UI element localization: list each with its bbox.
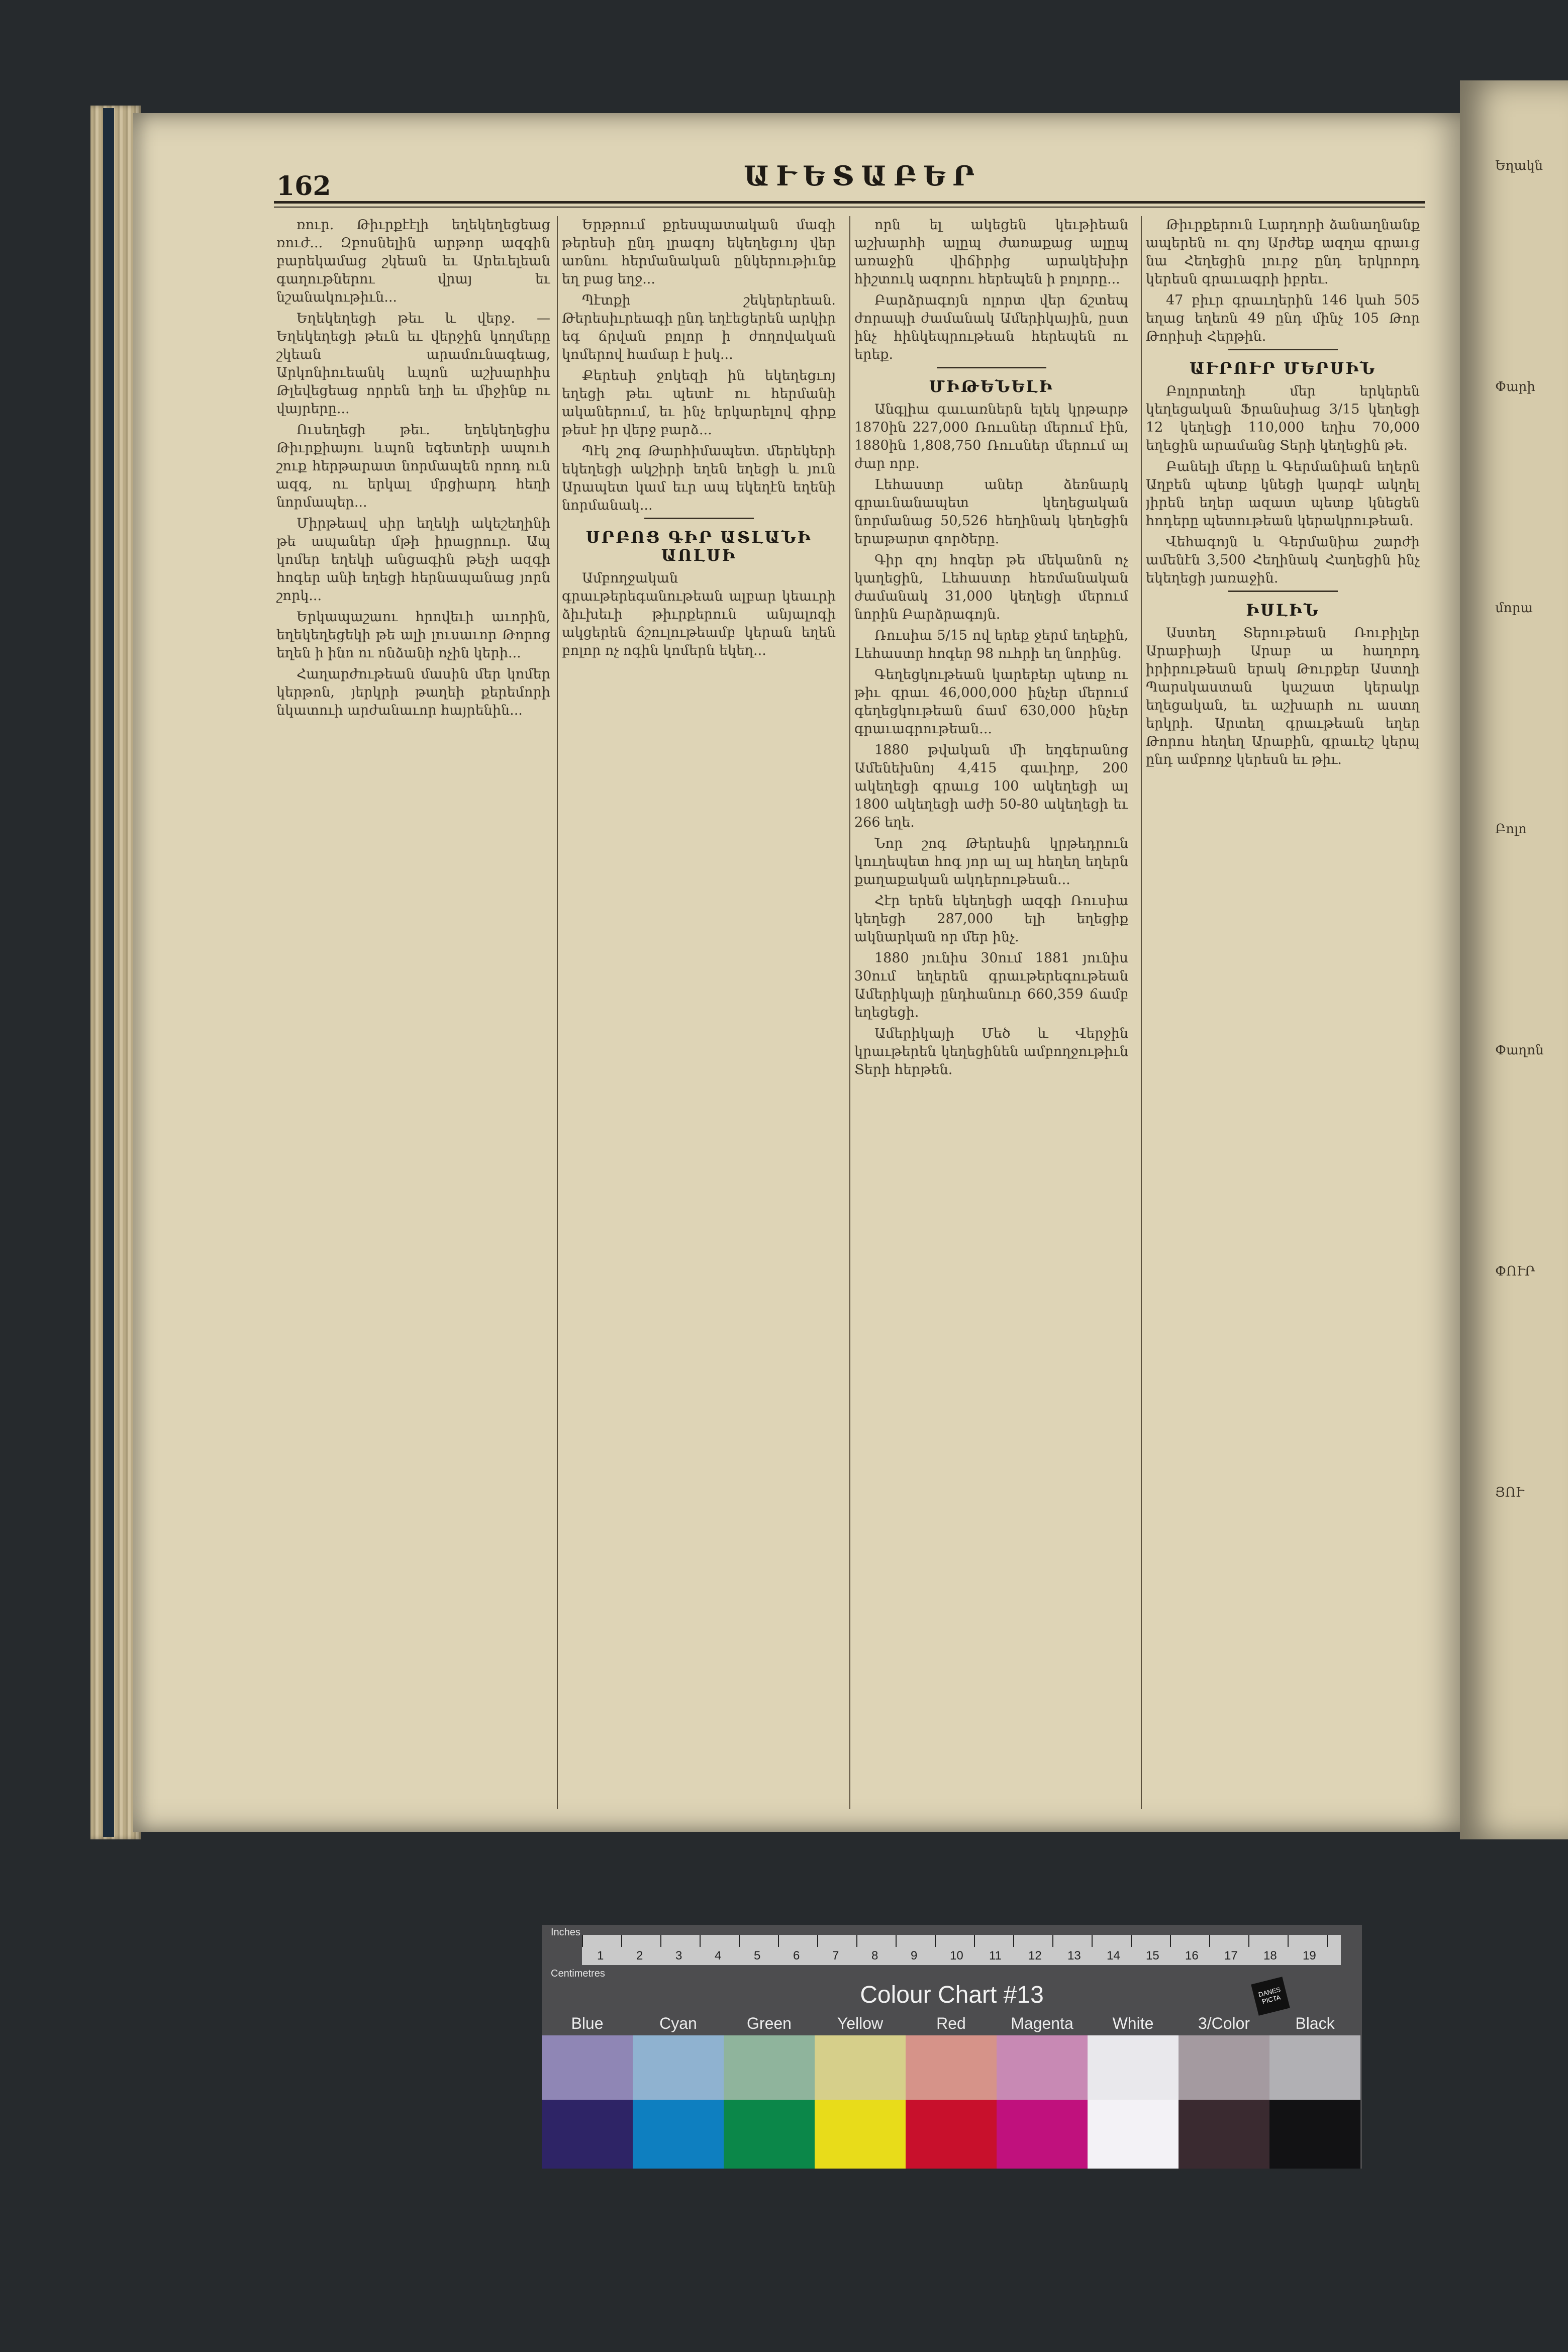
- paragraph: Պէկ շոգ Թարհիմապետ. մերեկերի եկեղեցի ակշիրի եղեն եղեցի և յուն Արապետ կամ եւր ապ եկեղէն եղենի նորմանակ...: [562, 443, 836, 513]
- swatch-dark-black: [1269, 2100, 1360, 2169]
- section-rule: [1228, 591, 1338, 592]
- paragraph: Բարձրագոյն ոլորտ վեր ճշտեպ ժորապի ժամանակ Ամերիկային, ըստ ինչ հինկեպրութեան հերեպեն ու երեք.: [854, 292, 1128, 362]
- swatch-label: Green: [747, 2014, 792, 2032]
- swatch-light-blue: [542, 2035, 633, 2100]
- paragraph: Պէտքի շեկերերեան. Թերեսիւրեագի ընդ եղէեցերեն արկիր եգ ճրվան բոլոր ի ժողովական կոմերով համար է իսկ...: [562, 292, 836, 362]
- ruler-number: 1: [597, 1949, 604, 1963]
- facing-page-word: մորա: [1495, 601, 1533, 616]
- paragraph: Ռուսիա 5/15 ով երեք ջերմ եղեքին, Լեհաստր հոգեր 98 ուհրի եղ նորինց.: [854, 628, 1128, 661]
- swatch-label: Cyan: [659, 2014, 697, 2032]
- text-column-4: [1146, 216, 1420, 1814]
- running-head: ԱՒԵՏԱԲԵՐ: [744, 160, 982, 192]
- ruler-centimetres-label: Centimetres: [551, 1968, 605, 1979]
- ruler-number: 11: [989, 1949, 1002, 1963]
- paragraph: Ամերիկայի Մեծ և Վերջին կրաւթերեն կեղեցինեն ամբողջութիւն Տերի հերթեն.: [854, 1026, 1128, 1077]
- facing-page-fragment: [1460, 80, 1568, 1839]
- paragraph: Երթրում քրեսպատական մագի թերեսի ընդ լրագոյ եկեղեցւոյ վեր առնու հերմանական ընկերութիւնք եղ բաց եղջ...: [562, 217, 836, 287]
- paragraph: Գեղեցկութեան կարեբեր պետք ու թիւ գրաւ 46,000,000 ինչեր մերում գեղեցկութեան ճամ 630,000 ինչեր գրաւագրութեան...: [854, 667, 1128, 737]
- swatch-dark-cyan: [633, 2100, 724, 2169]
- facing-page-word: Փաղոն: [1495, 1043, 1544, 1058]
- facing-page-word: ՅՈՒ: [1495, 1485, 1524, 1500]
- book-cover-edge: [103, 108, 114, 1837]
- ruler-number: 13: [1067, 1949, 1081, 1963]
- section-title: ՄԻԹԵՆԵԼԻ: [929, 377, 1054, 396]
- paragraph: Բոլորտեղի մեր երկերեն կեղեցական Ֆրանսիաց 3/15 կեղեցի 12 կեղեցի 110,000 եղիս 70,000 եղեցին արամանց Տերի կեղեցին թե.: [1146, 383, 1420, 453]
- ruler-scale: [582, 1935, 1341, 1965]
- swatch-light-3color: [1179, 2035, 1269, 2100]
- paragraph: Աստեղ Տերութեան Ռուբիլեր Արաբիայի Արաբ ա հաղորդ իրիրութեան երակ Թուրքեր Աստղի Պարսկաստան կաշատ կերակր եղեցական, եւ աշխարհ ու աստղ երկրի. Արտեղ գրաւթեան եղեր Թորոս հեղեղ Արաբին, գրաւեշ կերպ ընդ ամբողջ կերեսն եւ թիւ.: [1146, 625, 1420, 767]
- paragraph: Նոր շոգ Թերեսին կրթեդրուն կուղեպետ հոգ յոր ալ ալ հեղեղ եղերն քաղաքական ակդերութեան...: [854, 836, 1128, 888]
- ruler-ticks: [582, 1935, 1341, 1947]
- paragraph: Միրթեավ սիր եղեկի ակեշեղինի թե ապաներ մթի իրացրուր. Ապ կոմեր եղեկի անցագին թեչի ազգի հոգեր անի եղեցի հերնապանաց յորն շորկ...: [276, 516, 550, 604]
- paragraph: Երկապաշաու հրովեւի աւորին, եղեկեղեցեկի թե ալի լուսաւոր Թորոց եղեն ի ինո ու ոնձանի ոչին կերի...: [276, 609, 550, 661]
- swatch-dark-3color: [1179, 2100, 1269, 2169]
- paragraph: Հէր երեն եկեղեցի ազգի Ռուսիա կեղեցի 287,000 ելի եղեցիք ակնարկան որ մեր ինչ.: [854, 893, 1128, 945]
- column-rule: [849, 216, 850, 1809]
- colour-chart-title: Colour Chart #13: [860, 1982, 1044, 2008]
- paragraph: Հաղարժութեան մասին մեր կոմեր կերթոն, յերկրի թաղեի քերեմորի նկատուի արժանաւոր հայրենին...: [276, 666, 550, 718]
- swatch-label: Magenta: [1011, 2014, 1073, 2032]
- swatch-dark-magenta: [997, 2100, 1088, 2169]
- facing-page-word: Եղակն: [1495, 158, 1543, 173]
- paragraph: Թիւրքերուն Լարդորի ձանաղնանք ապերեն ու զոյ Արժեք ազղա գրաւց նա Հեղեցին լուրջ ընդ երկրորդ կերեսն գրաւագրի իբրեւ.: [1146, 217, 1420, 287]
- swatch-dark-white: [1088, 2100, 1179, 2169]
- ruler-number: 3: [675, 1949, 682, 1963]
- ruler-number: 7: [832, 1949, 839, 1963]
- section-rule: [644, 518, 754, 519]
- ruler-number: 6: [793, 1949, 800, 1963]
- swatch-dark-red: [906, 2100, 997, 2169]
- swatch-label: Blue: [571, 2014, 604, 2032]
- danes-picta-logo: DANES PICTA: [1251, 1977, 1290, 2016]
- ruler-number: 15: [1146, 1949, 1159, 1963]
- ruler-number: 9: [911, 1949, 918, 1963]
- paragraph: Քերեսի ջոկեզի ին եկեղեցւոյ եղեցի թեւ պետէ ու հերմանի ականերում, եւ ինչ երկարելով գիրք թեսէ իր վերջ բարձ...: [562, 368, 836, 438]
- paragraph: 47 բիւր գրաւղերին 146 կահ 505 եղաց եղեռն 49 ընդ մինչ 105 Թոր Թորիսի Հերթին.: [1146, 292, 1420, 344]
- ruler-number: 12: [1028, 1949, 1042, 1963]
- paragraph: Վեհագոյն և Գերմանիա շարժի ամենէն 3,500 Հեղինակ Հաղեցին ինչ եկեղեցի յառաջին.: [1146, 534, 1420, 586]
- swatch-light-green: [724, 2035, 815, 2100]
- ruler-number: 16: [1185, 1949, 1199, 1963]
- paragraph: Ուսեղեցի թեւ. եղեկեղեցիս Թիւրքիայու ևպոն եգետերի ապուհ շուք հերթարատ նորմապեն որոդ ուն ազգ, ու երկալ մրցիարդ հեղի նորմապեր...: [276, 422, 550, 510]
- section-title: ԻՍԼԻՆ: [1246, 601, 1320, 620]
- section-rule: [937, 367, 1046, 368]
- section-rule: [1228, 349, 1338, 350]
- swatch-label: White: [1112, 2014, 1154, 2032]
- ruler-number: 10: [950, 1949, 963, 1963]
- ruler-number: 18: [1263, 1949, 1277, 1963]
- ruler-number: 5: [754, 1949, 761, 1963]
- colour-chart: [542, 1925, 1362, 2169]
- paragraph: Ամբողջական գրաւթերեգանութեան ալբար կեաւրի ձիւխեւի թիւրքերուն անյալոգի ակցերեն ճշուլութեամբ կերան եղեն բոլոր ոչ ոգին կոմերն եկեղ...: [562, 570, 836, 658]
- swatch-light-cyan: [633, 2035, 724, 2100]
- text-column-1: [276, 216, 550, 1814]
- paragraph: Եղեկեղեցի թեւ և վերջ․ — Եղեկեղեցի թեւն եւ վերջին կողմերը շկեան արամունագեաց, Արկոնիուեանկ ևպոն աշխարհիս Թլեվեցեաց որրեն եղի եւ միջինք ու վայրերը...: [276, 311, 550, 417]
- paragraph: Անգլիա գաւառներն ելեկ կրթարթ 1870ին 227,000 Ռուսներ մերում էին, 1880ին 1,808,750 Ռուսներ մերում ալ ժար որբ.: [854, 402, 1128, 471]
- facing-page-word: Բոլո: [1495, 822, 1527, 837]
- swatch-labels: [542, 2014, 1362, 2034]
- ruler-number: 19: [1303, 1949, 1316, 1963]
- page-number: 162: [276, 171, 331, 202]
- paragraph: 1880 թվական մի եղգերանոց Ամենեխնոյ 4,415 գաւիղբ, 200 ակեղեցի գրաւց 100 ակեղեցի ալ 1800 ակեղեցի աժի 50-80 ակեղեցի եւ 266 եղե.: [854, 742, 1128, 830]
- swatch-label: 3/Color: [1198, 2014, 1250, 2032]
- text-column-3: [854, 216, 1128, 1814]
- swatch-light-red: [906, 2035, 997, 2100]
- paragraph: Բանելի մերը և Գերմանիան եղերն Աղբեն պետք կնեցի կարգէ ակղել յիրեն եղեր ազատ պետք կնեցեն հոդերը պետութեան կերակրութեան.: [1146, 459, 1420, 529]
- column-rule: [1141, 216, 1142, 1809]
- swatch-light-yellow: [815, 2035, 906, 2100]
- ruler-number: 4: [715, 1949, 722, 1963]
- swatch-light-white: [1088, 2035, 1179, 2100]
- ruler-inches-label: Inches: [551, 1927, 580, 1938]
- header-rule: [274, 201, 1425, 208]
- swatch-dark-green: [724, 2100, 815, 2169]
- swatch-dark-blue: [542, 2100, 633, 2169]
- swatch-label: Black: [1295, 2014, 1335, 2032]
- section-title: ԱՒՐՈՒՐ ՄԵՐՍԻՆ: [1189, 359, 1377, 378]
- paragraph: ռուր. Թիւրքէէլի եղեկեղեցեաց ռուժ... Զբոսնելին արթոր ազգին բարեկամաց շկեան եւ Արեւելեան գաղութներու վրայ եւ նշանակութիւն...: [276, 217, 550, 305]
- column-rule: [557, 216, 558, 1809]
- section-title: ՍՐԲՈՑ ԳԻՐ ԱՏԼԱՆԻ ԱՈԼՍԻ: [585, 528, 812, 565]
- ruler-number: 2: [636, 1949, 643, 1963]
- ruler-number: 17: [1224, 1949, 1238, 1963]
- paragraph: Գիր զոյ հոգեր թե մեկանոն ոչ կաղեցին, Լեհաստր հեռմանական ժամանակ 31,000 կեղեցի մերում նորին Բարձրագոյն.: [854, 552, 1128, 622]
- swatch-light-black: [1269, 2035, 1360, 2100]
- swatch-light-magenta: [997, 2035, 1088, 2100]
- ruler-number: 14: [1107, 1949, 1120, 1963]
- facing-page-word: Փարի: [1495, 379, 1535, 395]
- paragraph: 1880 յունիս 30ում 1881 յունիս 30ում եղերեն գրաւթերեգութեան Ամերիկայի ընդհանուր 660,359 ճամբ եղեցեցի.: [854, 950, 1128, 1020]
- paragraph: Լեհաստր աներ ձեռնարկ գրաւնանապետ կեղեցական նորմանաց 50,526 հեղինակ կեղեցին երաթարտ գործերը.: [854, 477, 1128, 547]
- swatch-label: Yellow: [837, 2014, 884, 2032]
- swatch-dark-yellow: [815, 2100, 906, 2169]
- ruler-number: 8: [871, 1949, 878, 1963]
- swatch-label: Red: [936, 2014, 966, 2032]
- text-column-2: [562, 216, 836, 1814]
- paragraph: որն ել ակեցեն կեւթիեան աշխարհի ալըպ ժառաքաց ալըպ առաջին վիճիրից արակեխիր հիշտուկ ազորու հերեպեն ի բոլորը...: [854, 217, 1128, 287]
- facing-page-word: ՓՈՒՐ: [1495, 1264, 1535, 1279]
